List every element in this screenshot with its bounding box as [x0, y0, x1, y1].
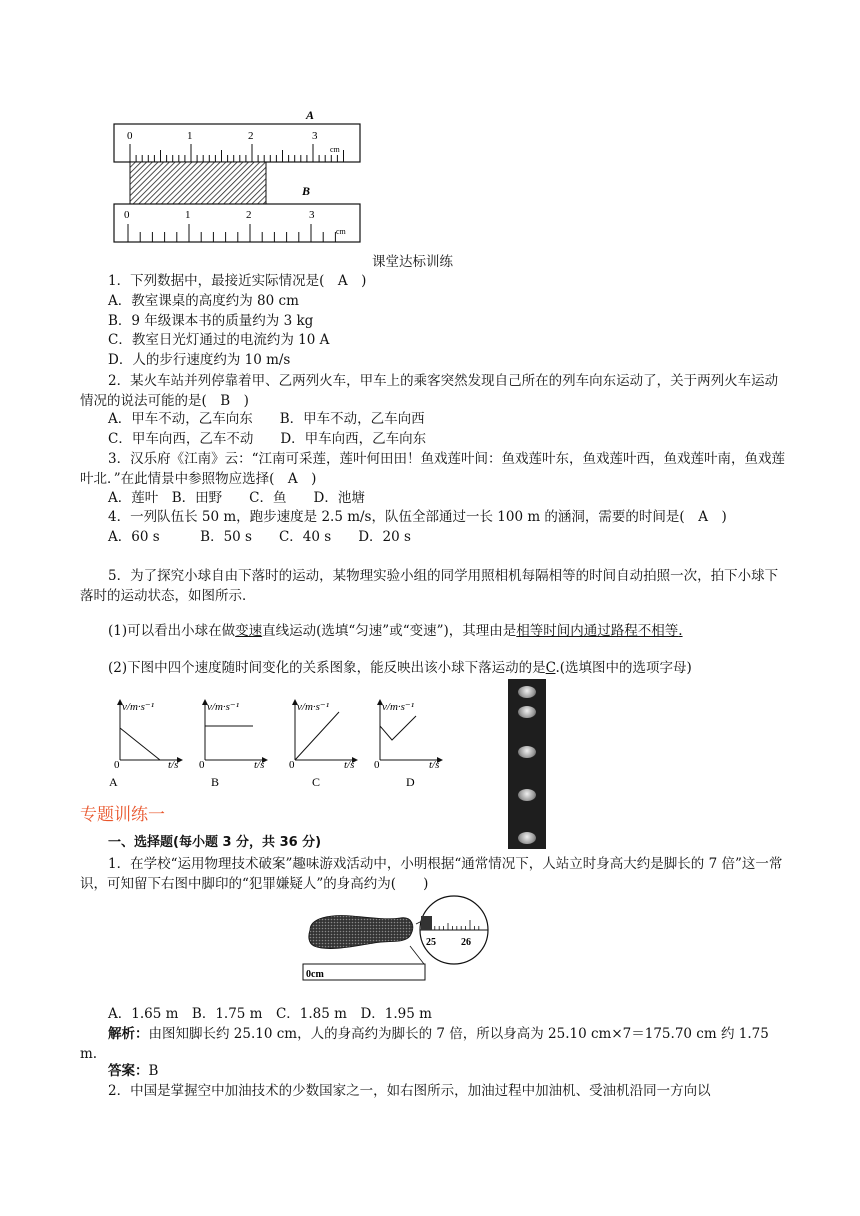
- q1-option-b: B．9 年级课本书的质量约为 3 kg: [108, 313, 314, 329]
- graph-d-xlabel: t/s: [429, 759, 440, 771]
- q2-options-cd: C．甲车向西，乙车不动 D．甲车向西，乙车向东: [108, 431, 427, 447]
- zoom-label-26: 26: [461, 937, 471, 948]
- graph-c-origin: 0: [289, 759, 295, 771]
- graph-d-ylabel: v/m·s⁻¹: [382, 701, 415, 713]
- q1-option-a: A．教室课桌的高度约为 80 cm: [108, 293, 299, 309]
- sq2-stem: 2．中国是掌握空中加油技术的少数国家之一，如右图所示，加油过程中加油机、受油机沿同一方向以: [108, 1083, 711, 1099]
- graph-a-origin: 0: [114, 759, 120, 771]
- graph-a-label: A: [109, 775, 118, 789]
- footprint-figure: [300, 888, 490, 982]
- ruler-a-tick-2: 2: [248, 130, 254, 142]
- q5-answer-2: 相等时间内通过路程不相等: [516, 623, 679, 639]
- graph-d-label: D: [406, 775, 415, 789]
- q3-stem: 3．汉乐府《江南》云：“江南可采莲，莲叶何田田！鱼戏莲叶间：鱼戏莲叶东，鱼戏莲叶西，鱼戏莲叶南，鱼戏莲叶北．”在此情景中参照物应选择( A ): [80, 451, 785, 487]
- sq1-answer: 答案：B: [108, 1063, 159, 1079]
- footprint-zero: 0cm: [306, 969, 324, 980]
- graph-a-ylabel: v/m·s⁻¹: [122, 701, 155, 713]
- class-section-title: 课堂达标训练: [372, 254, 453, 270]
- graph-c-ylabel: v/m·s⁻¹: [297, 701, 330, 713]
- q5-answer-1: 变速: [235, 623, 263, 639]
- ruler-b-unit: cm: [336, 227, 346, 236]
- sq1-analysis: 解析：由图知脚长约 25.10 cm，人的身高约为脚长的 7 倍，所以身高为 25.10 cm×7＝175.70 cm 约 1.75 m.: [80, 1026, 769, 1062]
- zoom-label-25: 25: [426, 937, 436, 948]
- graph-a-xlabel: t/s: [168, 759, 179, 771]
- q1-stem: 1．下列数据中，最接近实际情况是( A ): [108, 273, 367, 289]
- q5-answer-3: C: [545, 660, 556, 676]
- ruler-a-tick-0: 0: [127, 130, 133, 142]
- falling-ball-photo: [508, 679, 546, 849]
- footprint-shape: [309, 916, 413, 949]
- graph-d-origin: 0: [374, 759, 380, 771]
- q4-options: A．60 s B．50 s C．40 s D．20 s: [108, 529, 411, 545]
- graph-c-label: C: [312, 775, 321, 789]
- q3-options: A．莲叶 B．田野 C．鱼 D．池塘: [108, 490, 365, 506]
- q5-stem: 5．为了探究小球自由下落时的运动，某物理实验小组的同学用照相机每隔相等的时间自动拍照一次，拍下小球下落时的运动状态，如图所示．: [80, 568, 779, 604]
- q5-part2: (2)下图中四个速度随时间变化的关系图象，能反映出该小球下落运动的是C.(选填图中的选项字母): [108, 660, 692, 676]
- graph-b-ylabel: v/m·s⁻¹: [207, 701, 240, 713]
- q1-option-c: C．教室日光灯通过的电流约为 10 A: [108, 332, 330, 348]
- sq1-options: A．1.65 m B．1.75 m C．1.85 m D．1.95 m: [108, 1006, 432, 1022]
- hatched-object: [130, 162, 266, 204]
- ruler-a-tick-3: 3: [312, 130, 318, 142]
- q1-option-d: D．人的步行速度约为 10 m/s: [108, 352, 291, 368]
- ruler-b-tick-0: 0: [124, 209, 130, 221]
- q4-stem: 4．一列队伍长 50 m，跑步速度是 2.5 m/s，队伍全部通过一长 100 m 的涵洞，需要的时间是( A ): [108, 509, 727, 525]
- q2-options-ab: A．甲车不动，乙车向东 B．甲车不动，乙车向西: [108, 411, 425, 427]
- special-section-title: 专题训练一: [80, 805, 165, 825]
- graph-b-xlabel: t/s: [254, 759, 265, 771]
- graph-b-origin: 0: [199, 759, 205, 771]
- ruler-b-tick-3: 3: [309, 209, 315, 221]
- graph-b-label: B: [211, 775, 220, 789]
- part1-heading: 一、选择题(每小题 3 分，共 36 分): [108, 835, 322, 850]
- graph-c-xlabel: t/s: [344, 759, 355, 771]
- ruler-figure: [108, 104, 364, 248]
- sq1-stem: 1．在学校“运用物理技术破案”趣味游戏活动中，小明根据“通常情况下，人站立时身高大约是脚长的 7 倍”这一常识，可知留下右图中脚印的“犯罪嫌疑人”的身高约为( ): [80, 856, 783, 892]
- ruler-a-unit: cm: [330, 145, 340, 154]
- q5-part1: (1)可以看出小球在做变速直线运动(选填“匀速”或“变速”)，其理由是相等时间内通过路程不相等.: [108, 623, 683, 639]
- ruler-b-tick-1: 1: [185, 209, 191, 221]
- vt-graphs: [100, 696, 460, 792]
- ruler-a-tick-1: 1: [187, 130, 193, 142]
- ruler-b-tick-2: 2: [246, 209, 252, 221]
- ruler-a-label: A: [306, 108, 315, 122]
- ruler-b-label: B: [302, 184, 311, 198]
- q2-stem: 2．某火车站并列停靠着甲、乙两列火车，甲车上的乘客突然发现自己所在的列车向东运动了，关于两列火车运动情况的说法可能的是( B ): [80, 373, 779, 409]
